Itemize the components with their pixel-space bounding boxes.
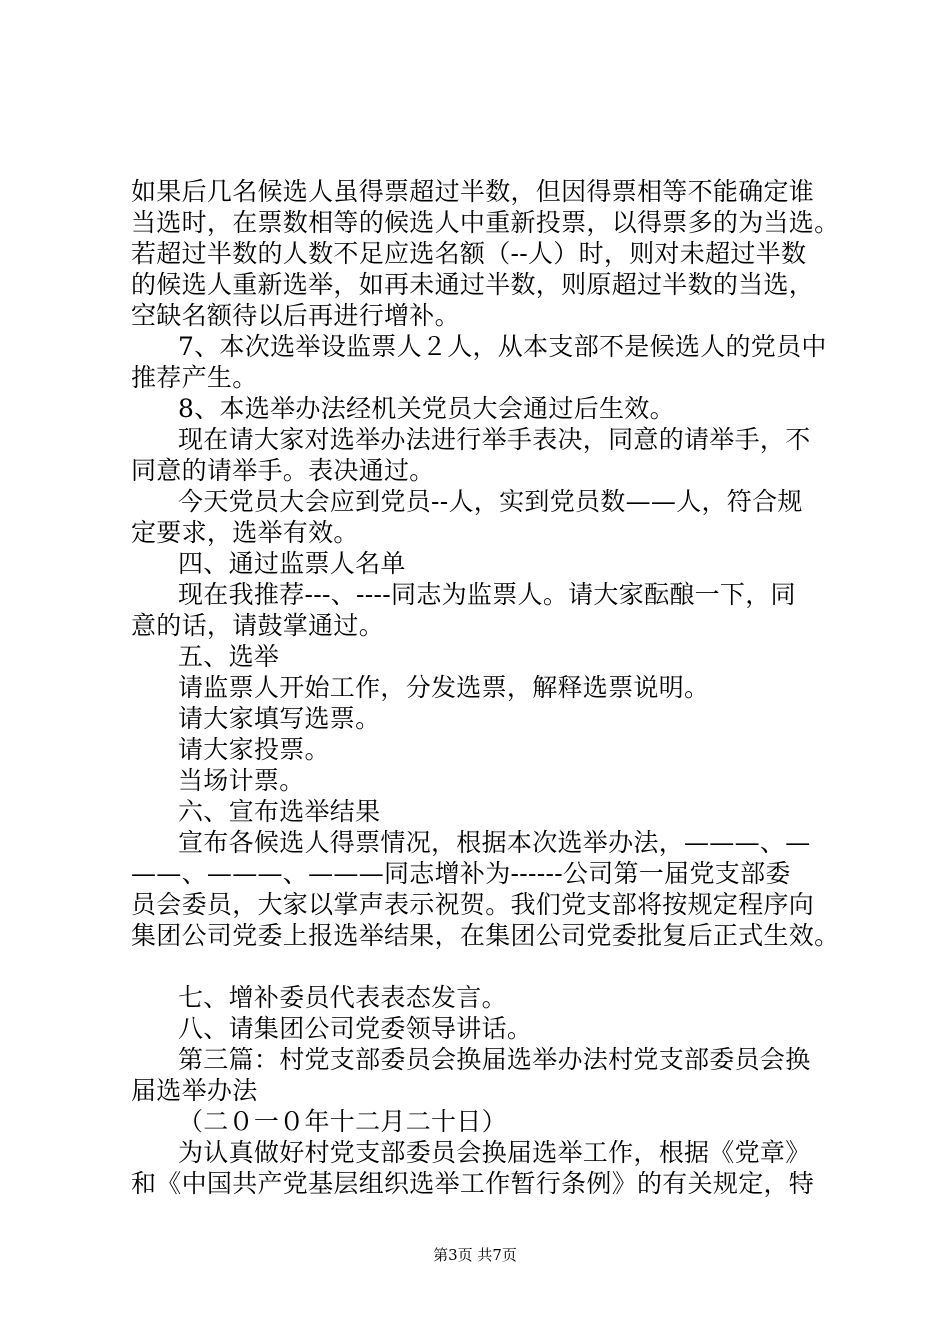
paragraph-line: 现在请大家对选举办法进行举手表决，同意的请举手，不	[178, 425, 811, 454]
paragraph-line: 定要求，选举有效。	[131, 518, 359, 547]
paragraph-line: ——、———、———同志增补为------公司第一届党支部委	[131, 859, 791, 888]
section-heading: 四、通过监票人名单	[178, 549, 406, 578]
paragraph-line: 员会委员，大家以掌声表示祝贺。我们党支部将按规定程序向	[131, 890, 815, 919]
paragraph-line: 若超过半数的人数不足应选名额（--人）时，则对未超过半数	[131, 239, 807, 268]
paragraph-line: 集团公司党委上报选举结果，在集团公司党委批复后正式生效。	[131, 921, 840, 950]
paragraph-line: 现在我推荐---、----同志为监票人。请大家酝酿一下，同	[178, 580, 796, 609]
section-heading: 八、请集团公司党委领导讲话。	[178, 1014, 533, 1043]
section-heading: 六、宣布选举结果	[178, 797, 381, 826]
article-title: 届选举办法	[131, 1076, 258, 1105]
article-date: （二０一０年十二月二十日）	[178, 1107, 507, 1136]
paragraph-line: 今天党员大会应到党员--人，实到党员数——人，符合规	[178, 487, 803, 516]
paragraph-line: 意的话，请鼓掌通过。	[131, 611, 385, 640]
paragraph-line: 请大家填写选票。	[178, 704, 381, 733]
page-number-footer: 第3页 共7页	[433, 1246, 517, 1264]
paragraph-line: 的候选人重新选举，如再未通过半数，则原超过半数的当选，	[131, 270, 815, 299]
paragraph-line: 和《中国共产党基层组织选举工作暂行条例》的有关规定，特	[131, 1169, 815, 1198]
paragraph-line: 推荐产生。	[131, 363, 258, 392]
paragraph-line: 当场计票。	[178, 766, 305, 795]
paragraph-line: 宣布各候选人得票情况，根据本次选举办法，———、—	[178, 828, 811, 857]
paragraph-line: 为认真做好村党支部委员会换届选举工作，根据《党章》	[178, 1138, 811, 1167]
paragraph-line: 请大家投票。	[178, 735, 330, 764]
article-title: 第三篇：村党支部委员会换届选举办法村党支部委员会换	[178, 1045, 811, 1074]
section-heading: 七、增补委员代表表态发言。	[178, 983, 507, 1012]
paragraph-line: 请监票人开始工作，分发选票，解释选票说明。	[178, 673, 710, 702]
paragraph-line: 当选时，在票数相等的候选人中重新投票，以得票多的为当选。	[131, 208, 840, 237]
paragraph-line: 7、本次选举设监票人２人，从本支部不是候选人的党员中	[178, 332, 827, 361]
paragraph-line: 空缺名额待以后再进行增补。	[131, 301, 460, 330]
section-heading: 五、选举	[178, 642, 280, 671]
paragraph-line: 如果后几名候选人虽得票超过半数，但因得票相等不能确定谁	[131, 177, 815, 206]
paragraph-line: 8、本选举办法经机关党员大会通过后生效。	[178, 394, 675, 423]
paragraph-line: 同意的请举手。表决通过。	[131, 456, 435, 485]
